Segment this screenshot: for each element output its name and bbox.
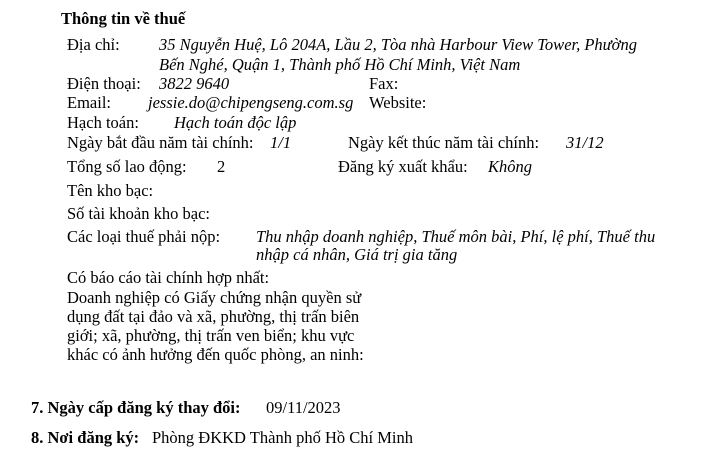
land-cert-label-line2: dụng đất tại đảo và xã, phường, thị trấn biên	[67, 307, 360, 326]
email-label: Email:	[67, 93, 111, 112]
tax-types-value-line2: nhập cá nhân, Giá trị gia tăng	[256, 245, 458, 264]
section-title: Thông tin về thuế	[61, 9, 186, 28]
treasury-account-label: Số tài khoản kho bạc:	[67, 204, 210, 223]
phone-label: Điện thoại:	[67, 74, 141, 93]
fiscal-start-value: 1/1	[270, 133, 292, 152]
email-value: jessie.do@chipengseng.com.sg	[148, 93, 354, 112]
treasury-name-label: Tên kho bạc:	[67, 181, 154, 200]
address-value-line2: Bến Nghé, Quận 1, Thành phố Hồ Chí Minh, Việt Nam	[159, 55, 521, 74]
tax-types-label: Các loại thuế phải nộp:	[67, 227, 221, 246]
website-label: Website:	[369, 93, 427, 112]
accounting-label: Hạch toán:	[67, 113, 139, 132]
tax-types-value-line1: Thu nhập doanh nghiệp, Thuế môn bài, Phí, lệ phí, Thuế thu	[256, 227, 656, 246]
phone-value: 3822 9640	[159, 74, 230, 93]
change-registration-date-value: 09/11/2023	[266, 398, 341, 417]
fiscal-end-value: 31/12	[566, 133, 604, 152]
fiscal-end-label: Ngày kết thúc năm tài chính:	[348, 133, 540, 152]
accounting-value: Hạch toán độc lập	[174, 113, 297, 132]
registration-place-label: 8. Nơi đăng ký:	[31, 428, 140, 447]
land-cert-label-line4: khác có ảnh hưởng đến quốc phòng, an ninh:	[67, 345, 364, 364]
employees-label: Tổng số lao động:	[67, 157, 187, 176]
fax-label: Fax:	[369, 74, 399, 93]
address-value-line1: 35 Nguyễn Huệ, Lô 204A, Lầu 2, Tòa nhà Harbour View Tower, Phường	[159, 35, 637, 54]
change-registration-date-label: 7. Ngày cấp đăng ký thay đổi:	[31, 398, 241, 417]
consolidated-report-label: Có báo cáo tài chính hợp nhất:	[67, 268, 270, 287]
export-reg-label: Đăng ký xuất khẩu:	[338, 157, 468, 176]
export-reg-value: Không	[488, 157, 533, 176]
address-label: Địa chỉ:	[67, 35, 120, 54]
land-cert-label-line3: giới; xã, phường, thị trấn ven biển; khu vực	[67, 326, 355, 345]
fiscal-start-label: Ngày bắt đầu năm tài chính:	[67, 133, 254, 152]
registration-place-value: Phòng ĐKKD Thành phố Hồ Chí Minh	[152, 428, 413, 447]
employees-value: 2	[217, 157, 226, 176]
land-cert-label-line1: Doanh nghiệp có Giấy chứng nhận quyền sử	[67, 288, 362, 307]
